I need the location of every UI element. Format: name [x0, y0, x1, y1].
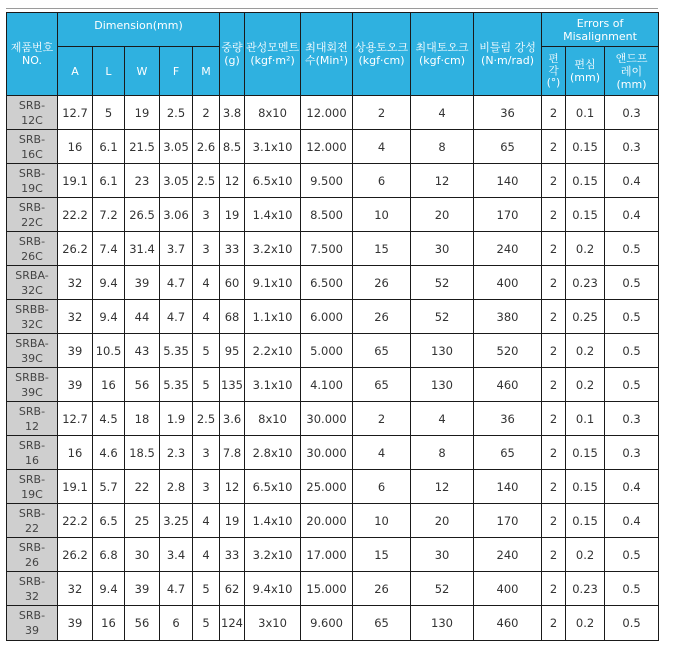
inertia-cell: 3.2x10 — [245, 538, 301, 572]
max-rpm-cell: 30.000 — [301, 436, 353, 470]
max-rpm-cell: 20.000 — [301, 504, 353, 538]
max-torque-cell: 4 — [411, 402, 474, 436]
max-rpm-cell: 9.600 — [301, 606, 353, 641]
max-rpm-cell: 4.100 — [301, 368, 353, 402]
eccentric-cell: 0.15 — [566, 130, 605, 164]
model-cell: SRB- 26C — [7, 232, 58, 266]
weight-cell: 124 — [220, 606, 245, 641]
dim-l-cell: 6.1 — [93, 164, 125, 198]
table-row — [7, 164, 659, 198]
weight-cell: 62 — [220, 572, 245, 606]
dim-f-cell: 5.35 — [160, 368, 193, 402]
endplay-cell: 0.4 — [605, 198, 659, 232]
table-row — [7, 504, 659, 538]
rated-torque-cell: 26 — [353, 300, 411, 334]
dim-f-cell: 2.5 — [160, 96, 193, 130]
angular-cell: 2 — [542, 368, 566, 402]
table-row — [7, 266, 659, 300]
model-cell: SRB- 19C — [7, 470, 58, 504]
model-cell: SRB- 32 — [7, 572, 58, 606]
weight-cell: 3.6 — [220, 402, 245, 436]
dim-m-cell: 5 — [193, 606, 220, 641]
model-cell: SRBB- 32C — [7, 300, 58, 334]
rated-torque-cell: 65 — [353, 606, 411, 641]
stiffness-cell: 400 — [474, 572, 542, 606]
rated-torque-cell: 2 — [353, 96, 411, 130]
dim-m-cell: 3 — [193, 198, 220, 232]
angular-cell: 2 — [542, 232, 566, 266]
stiffness-cell: 170 — [474, 198, 542, 232]
max-torque-cell: 8 — [411, 436, 474, 470]
dim-w-cell: 18.5 — [125, 436, 160, 470]
stiffness-cell: 380 — [474, 300, 542, 334]
weight-cell: 12 — [220, 164, 245, 198]
endplay-cell: 0.3 — [605, 130, 659, 164]
endplay-cell: 0.3 — [605, 402, 659, 436]
dim-w-cell: 23 — [125, 164, 160, 198]
endplay-cell: 0.5 — [605, 334, 659, 368]
dim-l-header: L — [93, 47, 125, 96]
dim-f-cell: 3.06 — [160, 198, 193, 232]
dim-f-cell: 3.05 — [160, 130, 193, 164]
max-rpm-cell: 12.000 — [301, 96, 353, 130]
dim-a-header: A — [58, 47, 93, 96]
max-rpm-cell: 30.000 — [301, 402, 353, 436]
header-row-1 — [7, 13, 659, 47]
dim-w-cell: 56 — [125, 606, 160, 641]
dim-l-cell: 16 — [93, 368, 125, 402]
max-rpm-cell: 8.500 — [301, 198, 353, 232]
model-cell: SRB- 22 — [7, 504, 58, 538]
dim-a-cell: 16 — [58, 130, 93, 164]
dim-f-header: F — [160, 47, 193, 96]
inertia-header: 관성모멘트 (kgf·m²) — [245, 13, 301, 96]
dim-m-cell: 5 — [193, 368, 220, 402]
dim-w-cell: 18 — [125, 402, 160, 436]
inertia-cell: 8x10 — [245, 96, 301, 130]
max-torque-cell: 20 — [411, 198, 474, 232]
endplay-cell: 0.5 — [605, 266, 659, 300]
table-row — [7, 96, 659, 130]
model-cell: SRB- 22C — [7, 198, 58, 232]
max-rpm-cell: 15.000 — [301, 572, 353, 606]
max-torque-cell: 8 — [411, 130, 474, 164]
rated-torque-cell: 2 — [353, 402, 411, 436]
stiffness-cell: 520 — [474, 334, 542, 368]
max-torque-cell: 30 — [411, 232, 474, 266]
weight-cell: 135 — [220, 368, 245, 402]
stiffness-cell: 36 — [474, 96, 542, 130]
max-torque-cell: 20 — [411, 504, 474, 538]
max-rpm-header: 최대회전 수(Min¹) — [301, 13, 353, 96]
eccentric-cell: 0.23 — [566, 572, 605, 606]
rated-torque-cell: 15 — [353, 232, 411, 266]
max-rpm-cell: 12.000 — [301, 130, 353, 164]
max-rpm-cell: 7.500 — [301, 232, 353, 266]
inertia-cell: 1.4x10 — [245, 504, 301, 538]
stiffness-cell: 140 — [474, 470, 542, 504]
dim-m-cell: 2.5 — [193, 164, 220, 198]
endplay-cell: 0.3 — [605, 436, 659, 470]
dim-l-cell: 16 — [93, 606, 125, 641]
dim-f-cell: 5.35 — [160, 334, 193, 368]
weight-header: 중량 (g) — [220, 13, 245, 96]
max-rpm-cell: 25.000 — [301, 470, 353, 504]
dim-l-cell: 6.5 — [93, 504, 125, 538]
endplay-cell: 0.5 — [605, 606, 659, 641]
eccentric-cell: 0.15 — [566, 198, 605, 232]
dim-a-cell: 19.1 — [58, 470, 93, 504]
max-torque-cell: 52 — [411, 300, 474, 334]
endplay-cell: 0.5 — [605, 232, 659, 266]
endplay-cell: 0.5 — [605, 300, 659, 334]
dim-a-cell: 22.2 — [58, 504, 93, 538]
angular-cell: 2 — [542, 130, 566, 164]
dim-f-cell: 6 — [160, 606, 193, 641]
dim-l-cell: 5.7 — [93, 470, 125, 504]
max-rpm-cell: 6.500 — [301, 266, 353, 300]
eccentric-cell: 0.15 — [566, 470, 605, 504]
angular-cell: 2 — [542, 504, 566, 538]
eccentric-header: 편심 (mm) — [566, 47, 605, 96]
max-torque-cell: 52 — [411, 572, 474, 606]
dim-m-cell: 2.5 — [193, 402, 220, 436]
torsional-stiffness-header: 비틀림 강성 (N·m/rad) — [474, 13, 542, 96]
stiffness-cell: 65 — [474, 436, 542, 470]
weight-cell: 68 — [220, 300, 245, 334]
dim-m-cell: 4 — [193, 300, 220, 334]
model-header: 제품번호 NO. — [7, 13, 58, 96]
table-row — [7, 232, 659, 266]
model-cell: SRBB- 39C — [7, 368, 58, 402]
max-rpm-cell: 6.000 — [301, 300, 353, 334]
misalignment-header: Errors of Misalignment — [542, 13, 659, 47]
dim-a-cell: 39 — [58, 606, 93, 641]
table-row — [7, 538, 659, 572]
model-cell: SRB- 39 — [7, 606, 58, 641]
table-row — [7, 402, 659, 436]
weight-cell: 19 — [220, 198, 245, 232]
angular-cell: 2 — [542, 572, 566, 606]
dim-w-cell: 39 — [125, 266, 160, 300]
inertia-cell: 3x10 — [245, 606, 301, 641]
table-row — [7, 436, 659, 470]
dim-m-cell: 2 — [193, 96, 220, 130]
coupling-spec-table — [6, 12, 659, 641]
stiffness-cell: 65 — [474, 130, 542, 164]
dim-f-cell: 4.7 — [160, 266, 193, 300]
weight-cell: 33 — [220, 538, 245, 572]
rated-torque-cell: 65 — [353, 368, 411, 402]
table-row — [7, 368, 659, 402]
rated-torque-cell: 4 — [353, 130, 411, 164]
model-cell: SRB- 26 — [7, 538, 58, 572]
angular-cell: 2 — [542, 402, 566, 436]
angular-cell: 2 — [542, 96, 566, 130]
dim-f-cell: 2.8 — [160, 470, 193, 504]
max-torque-cell: 130 — [411, 368, 474, 402]
max-torque-cell: 12 — [411, 164, 474, 198]
inertia-cell: 3.1x10 — [245, 368, 301, 402]
angular-cell: 2 — [542, 606, 566, 641]
dim-w-cell: 25 — [125, 504, 160, 538]
rated-torque-header: 상용토오크 (kgf·cm) — [353, 13, 411, 96]
max-torque-cell: 130 — [411, 606, 474, 641]
rated-torque-cell: 4 — [353, 436, 411, 470]
angular-cell: 2 — [542, 198, 566, 232]
rated-torque-cell: 26 — [353, 266, 411, 300]
dim-f-cell: 4.7 — [160, 300, 193, 334]
dim-f-cell: 3.4 — [160, 538, 193, 572]
eccentric-cell: 0.15 — [566, 504, 605, 538]
dim-l-cell: 6.1 — [93, 130, 125, 164]
dim-m-cell: 2.6 — [193, 130, 220, 164]
dim-a-cell: 32 — [58, 266, 93, 300]
endplay-cell: 0.5 — [605, 538, 659, 572]
dim-w-cell: 21.5 — [125, 130, 160, 164]
dim-f-cell: 3.05 — [160, 164, 193, 198]
dim-m-cell: 3 — [193, 470, 220, 504]
table-row — [7, 606, 659, 641]
model-cell: SRBA- 32C — [7, 266, 58, 300]
eccentric-cell: 0.2 — [566, 606, 605, 641]
inertia-cell: 9.1x10 — [245, 266, 301, 300]
max-torque-cell: 30 — [411, 538, 474, 572]
dim-l-cell: 9.4 — [93, 300, 125, 334]
dim-a-cell: 22.2 — [58, 198, 93, 232]
dim-l-cell: 7.4 — [93, 232, 125, 266]
eccentric-cell: 0.23 — [566, 266, 605, 300]
max-rpm-cell: 9.500 — [301, 164, 353, 198]
endplay-cell: 0.5 — [605, 572, 659, 606]
table-body — [7, 96, 659, 641]
dim-w-cell: 44 — [125, 300, 160, 334]
inertia-cell: 2.8x10 — [245, 436, 301, 470]
endplay-cell: 0.4 — [605, 470, 659, 504]
model-cell: SRB- 12C — [7, 96, 58, 130]
angular-cell: 2 — [542, 164, 566, 198]
rated-torque-cell: 26 — [353, 572, 411, 606]
model-cell: SRB- 16 — [7, 436, 58, 470]
angular-cell: 2 — [542, 300, 566, 334]
eccentric-cell: 0.2 — [566, 538, 605, 572]
model-cell: SRB- 12 — [7, 402, 58, 436]
eccentric-cell: 0.15 — [566, 436, 605, 470]
max-torque-cell: 4 — [411, 96, 474, 130]
inertia-cell: 8x10 — [245, 402, 301, 436]
dimension-header: Dimension(mm) — [58, 13, 220, 47]
dim-m-cell: 5 — [193, 334, 220, 368]
stiffness-cell: 240 — [474, 538, 542, 572]
eccentric-cell: 0.15 — [566, 164, 605, 198]
dim-a-cell: 32 — [58, 572, 93, 606]
table-row — [7, 572, 659, 606]
eccentric-cell: 0.1 — [566, 402, 605, 436]
dim-l-cell: 5 — [93, 96, 125, 130]
weight-cell: 12 — [220, 470, 245, 504]
inertia-cell: 3.2x10 — [245, 232, 301, 266]
angular-cell: 2 — [542, 436, 566, 470]
dim-w-cell: 39 — [125, 572, 160, 606]
rated-torque-cell: 6 — [353, 470, 411, 504]
rated-torque-cell: 10 — [353, 198, 411, 232]
angular-cell: 2 — [542, 538, 566, 572]
endplay-cell: 0.3 — [605, 96, 659, 130]
dim-a-cell: 19.1 — [58, 164, 93, 198]
dim-l-cell: 6.8 — [93, 538, 125, 572]
rated-torque-cell: 65 — [353, 334, 411, 368]
eccentric-cell: 0.2 — [566, 232, 605, 266]
dim-f-cell: 3.25 — [160, 504, 193, 538]
dim-a-cell: 12.7 — [58, 402, 93, 436]
dim-w-cell: 31.4 — [125, 232, 160, 266]
weight-cell: 33 — [220, 232, 245, 266]
dim-f-cell: 2.3 — [160, 436, 193, 470]
dim-m-cell: 4 — [193, 266, 220, 300]
eccentric-cell: 0.2 — [566, 334, 605, 368]
table-row — [7, 334, 659, 368]
angular-cell: 2 — [542, 334, 566, 368]
weight-cell: 95 — [220, 334, 245, 368]
max-torque-cell: 52 — [411, 266, 474, 300]
weight-cell: 60 — [220, 266, 245, 300]
dim-f-cell: 1.9 — [160, 402, 193, 436]
dim-w-cell: 26.5 — [125, 198, 160, 232]
dim-l-cell: 7.2 — [93, 198, 125, 232]
table-row — [7, 198, 659, 232]
dim-m-cell: 5 — [193, 572, 220, 606]
max-rpm-cell: 17.000 — [301, 538, 353, 572]
eccentric-cell: 0.2 — [566, 368, 605, 402]
model-cell: SRB- 16C — [7, 130, 58, 164]
dim-a-cell: 26.2 — [58, 538, 93, 572]
top-divider — [6, 8, 658, 9]
inertia-cell: 9.4x10 — [245, 572, 301, 606]
model-cell: SRB- 19C — [7, 164, 58, 198]
dim-a-cell: 26.2 — [58, 232, 93, 266]
dim-a-cell: 12.7 — [58, 96, 93, 130]
endplay-cell: 0.5 — [605, 368, 659, 402]
dim-a-cell: 32 — [58, 300, 93, 334]
dim-a-cell: 39 — [58, 368, 93, 402]
dim-l-cell: 9.4 — [93, 572, 125, 606]
table-row — [7, 130, 659, 164]
inertia-cell: 3.1x10 — [245, 130, 301, 164]
dim-m-cell: 4 — [193, 504, 220, 538]
rated-torque-cell: 6 — [353, 164, 411, 198]
weight-cell: 19 — [220, 504, 245, 538]
stiffness-cell: 140 — [474, 164, 542, 198]
stiffness-cell: 400 — [474, 266, 542, 300]
inertia-cell: 1.4x10 — [245, 198, 301, 232]
dim-f-cell: 3.7 — [160, 232, 193, 266]
weight-cell: 8.5 — [220, 130, 245, 164]
inertia-cell: 2.2x10 — [245, 334, 301, 368]
stiffness-cell: 460 — [474, 368, 542, 402]
dim-w-cell: 43 — [125, 334, 160, 368]
eccentric-cell: 0.1 — [566, 96, 605, 130]
stiffness-cell: 170 — [474, 504, 542, 538]
stiffness-cell: 240 — [474, 232, 542, 266]
dim-l-cell: 9.4 — [93, 266, 125, 300]
dim-m-cell: 3 — [193, 232, 220, 266]
angular-cell: 2 — [542, 470, 566, 504]
dim-m-cell: 3 — [193, 436, 220, 470]
rated-torque-cell: 15 — [353, 538, 411, 572]
endplay-cell: 0.4 — [605, 164, 659, 198]
dim-w-cell: 56 — [125, 368, 160, 402]
angular-header: 편 각 (°) — [542, 47, 566, 96]
rated-torque-cell: 10 — [353, 504, 411, 538]
stiffness-cell: 36 — [474, 402, 542, 436]
max-rpm-cell: 5.000 — [301, 334, 353, 368]
endplay-cell: 0.4 — [605, 504, 659, 538]
dim-a-cell: 16 — [58, 436, 93, 470]
eccentric-cell: 0.25 — [566, 300, 605, 334]
dim-w-header: W — [125, 47, 160, 96]
weight-cell: 7.8 — [220, 436, 245, 470]
table-row — [7, 300, 659, 334]
angular-cell: 2 — [542, 266, 566, 300]
inertia-cell: 6.5x10 — [245, 470, 301, 504]
table-row — [7, 470, 659, 504]
dim-w-cell: 22 — [125, 470, 160, 504]
dim-f-cell: 4.7 — [160, 572, 193, 606]
dim-w-cell: 19 — [125, 96, 160, 130]
dim-a-cell: 39 — [58, 334, 93, 368]
inertia-cell: 1.1x10 — [245, 300, 301, 334]
max-torque-cell: 12 — [411, 470, 474, 504]
endplay-header: 앤드프 레이 (mm) — [605, 47, 659, 96]
dim-l-cell: 4.5 — [93, 402, 125, 436]
stiffness-cell: 460 — [474, 606, 542, 641]
max-torque-cell: 130 — [411, 334, 474, 368]
max-torque-header: 최대토오크 (kgf·cm) — [411, 13, 474, 96]
inertia-cell: 6.5x10 — [245, 164, 301, 198]
weight-cell: 3.8 — [220, 96, 245, 130]
model-cell: SRBA- 39C — [7, 334, 58, 368]
dim-w-cell: 30 — [125, 538, 160, 572]
dim-l-cell: 10.5 — [93, 334, 125, 368]
dim-l-cell: 4.6 — [93, 436, 125, 470]
dim-m-cell: 4 — [193, 538, 220, 572]
dim-m-header: M — [193, 47, 220, 96]
